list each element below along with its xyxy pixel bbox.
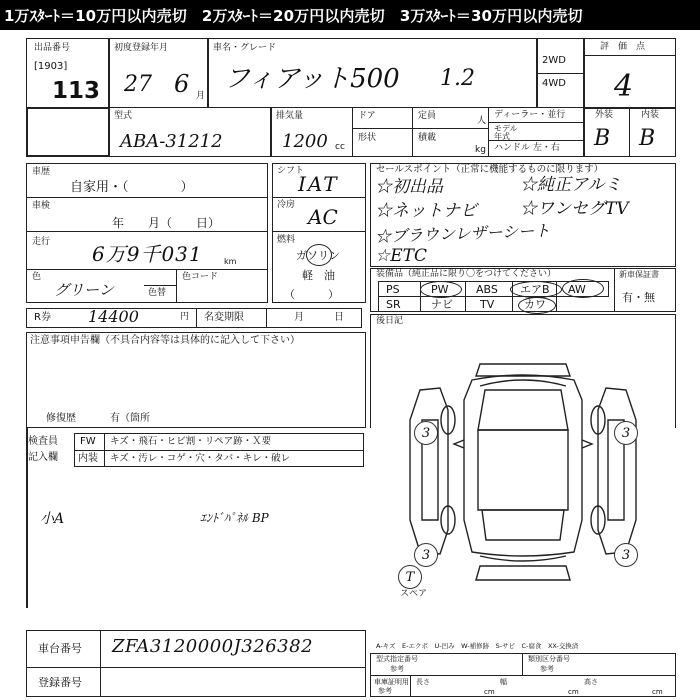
displacement-label: 排気量 <box>276 111 304 121</box>
exterior-grade: B <box>594 126 611 151</box>
r-ticket-label: R券 <box>34 312 51 323</box>
sales-point-item: ☆初出品 <box>375 177 443 197</box>
fuel-gasoline: ガソリン <box>296 249 340 262</box>
inspector-note: ｴﾝﾄﾞﾊﾟﾈﾙ BP <box>200 511 269 525</box>
aircon-label: 冷房 <box>277 200 296 210</box>
length-cm: cm <box>484 688 495 696</box>
model-year-label: モデル 年式 <box>494 124 518 141</box>
yen-unit: 円 <box>180 312 190 322</box>
equip-pw: PW <box>431 283 449 296</box>
damage-mark: 3 <box>414 543 438 567</box>
dealer-label: ディーラー・並行 <box>494 110 566 120</box>
banner-text: 1万ｽﾀｰﾄ＝10万円以内売切 2万ｽﾀｰﾄ＝20万円以内売切 3万ｽﾀｰﾄ＝30万円以内売切 <box>4 7 583 25</box>
kg-unit: kg <box>475 145 486 155</box>
model-label: 型式 <box>114 111 133 121</box>
drive-2wd: 2WD <box>542 55 566 66</box>
exterior-label: 外装 <box>595 110 614 120</box>
damage-legend: A-キズ E-エクボ U-凹み W-補修跡 S-サビ C-腐食 XX-交換済 <box>376 642 579 650</box>
equip-abs: ABS <box>476 283 498 296</box>
equip-ps: PS <box>386 283 400 296</box>
chassis-label: 車台番号 <box>38 642 82 655</box>
model-value: ABA-31212 <box>120 131 223 152</box>
month-suffix: 月 <box>196 91 206 101</box>
equip-aw: AW <box>568 283 586 296</box>
grade: 1.2 <box>440 66 475 91</box>
fuel-gasoline-circle <box>306 244 332 266</box>
name-change-value: 月 日 <box>294 312 344 323</box>
score: 4 <box>614 69 634 104</box>
inspector-interior-label: 内装 <box>78 453 98 464</box>
model-spec-label: 型式指定番号 <box>376 655 418 663</box>
sales-point-item: ☆ブラウンレザーシート <box>374 220 551 247</box>
equip-circle <box>510 281 562 298</box>
chassis-value: ZFA3120000J326382 <box>112 636 314 657</box>
repair-value: 有（箇所 <box>110 413 150 424</box>
equip-tv: TV <box>480 298 495 311</box>
interior-items: キズ・汚レ・コゲ・穴・タバ・キレ・破レ <box>110 453 291 464</box>
lot-code: [1903] <box>34 61 68 72</box>
inspection-value: 年 月（ 日） <box>112 216 221 230</box>
cc-unit: cc <box>335 142 345 152</box>
warranty-label: 新車保証書 <box>619 270 659 279</box>
warranty-value: 有・無 <box>622 291 655 304</box>
inspector-note: 小A <box>40 511 65 527</box>
sales-point-item: ☆ETC <box>375 246 427 266</box>
repair-label: 修復歴 <box>46 413 76 424</box>
lot-number-label: 出品番号 <box>34 43 71 53</box>
displacement-value: 1200 <box>282 131 328 152</box>
damage-mark: 3 <box>614 421 638 445</box>
height-cm: cm <box>652 688 663 696</box>
history-label: 車歴 <box>32 167 51 177</box>
lot-number: 113 <box>52 78 101 104</box>
mileage-value: 6万9千031 <box>92 242 203 266</box>
left-border <box>26 428 28 608</box>
width-label: 幅 <box>500 678 507 686</box>
sales-point-item: ☆純正アルミ <box>520 175 622 195</box>
fuel-other: （ ） <box>284 288 339 301</box>
load-label: 積載 <box>418 133 437 143</box>
km-unit: km <box>224 257 237 266</box>
capacity-label: 定員 <box>418 111 437 121</box>
registration-label: 登録番号 <box>38 676 82 689</box>
length-label: 長さ <box>416 678 430 686</box>
inspection-label: 車検 <box>32 201 51 211</box>
equip-circle <box>562 279 604 298</box>
car-name-label: 車名・グレード <box>213 43 277 53</box>
history-value: 自家用・（ ） <box>70 180 194 195</box>
equip-navi: ナビ <box>431 298 453 311</box>
fuel-label: 燃料 <box>277 235 296 245</box>
class-label: 類別区分番号 <box>528 655 570 663</box>
equip-airbag: エアB <box>520 283 550 296</box>
equipment-title: 装備品（純正品に限り〇をつけてください） <box>376 269 557 279</box>
color-value: グリーン <box>54 281 114 299</box>
shape-label: 形状 <box>358 133 377 143</box>
class-ref: 参考 <box>540 665 554 673</box>
equip-sr: SR <box>386 298 401 311</box>
fw-label: FW <box>80 436 96 447</box>
spare-label: スペア <box>400 589 428 599</box>
post-notes-label: 後日記 <box>376 316 404 326</box>
inspector-label: 記入欄 <box>28 452 58 463</box>
remarks-label: 注意事項申告欄（不具合内容等は具体的に記入して下さい） <box>30 335 300 346</box>
damage-mark: 3 <box>614 543 638 567</box>
cert-label: 車庫証明用 <box>374 678 409 686</box>
cert-ref: 参考 <box>378 687 392 695</box>
height-label: 高さ <box>584 678 598 686</box>
color-label: 色 <box>32 272 42 282</box>
width-cm: cm <box>568 688 579 696</box>
score-label: 評 価 点 <box>600 42 646 52</box>
person-unit: 人 <box>477 116 487 126</box>
drive-4wd: 4WD <box>542 78 566 89</box>
first-registration-label: 初度登録年月 <box>114 43 169 53</box>
spare-tire-mark: T <box>398 565 422 589</box>
first-registration-year: 27 <box>124 72 152 97</box>
interior-grade: B <box>639 126 656 151</box>
sales-points-title: セールスポイント（正常に機能するものに限ります） <box>376 164 604 175</box>
remarks-box <box>26 332 366 428</box>
car-name: フィアット500 <box>224 64 400 94</box>
fw-items: キズ・飛石・ヒビ割・リペア跡・Ｘ要 <box>110 436 272 447</box>
aircon-value: AC <box>308 205 338 229</box>
fuel-diesel: 軽 油 <box>302 269 335 282</box>
door-label: ドア <box>358 111 376 121</box>
handle-label: ハンドル 左・右 <box>494 143 560 153</box>
equip-circle <box>420 281 462 298</box>
color-code-label: 色コード <box>182 272 219 282</box>
equip-leather: カワ <box>524 298 546 311</box>
shift-label: シフト <box>277 166 305 176</box>
r-ticket-value: 14400 <box>88 307 139 326</box>
model-spec-ref: 参考 <box>390 665 404 673</box>
equip-circle <box>518 297 556 314</box>
first-registration-month: 6 <box>174 70 190 98</box>
damage-mark: 3 <box>414 421 438 445</box>
sales-point-item: ☆ワンセグTV <box>520 199 629 219</box>
name-change-label: 名変期限 <box>204 312 244 323</box>
shift-value: IAT <box>298 172 339 196</box>
sales-point-item: ☆ネットナビ <box>375 201 477 221</box>
tone-label: 色替 <box>148 288 167 298</box>
interior-label: 内装 <box>641 110 660 120</box>
mileage-label: 走行 <box>32 237 51 247</box>
inspector-label: 検査員 <box>28 436 58 447</box>
